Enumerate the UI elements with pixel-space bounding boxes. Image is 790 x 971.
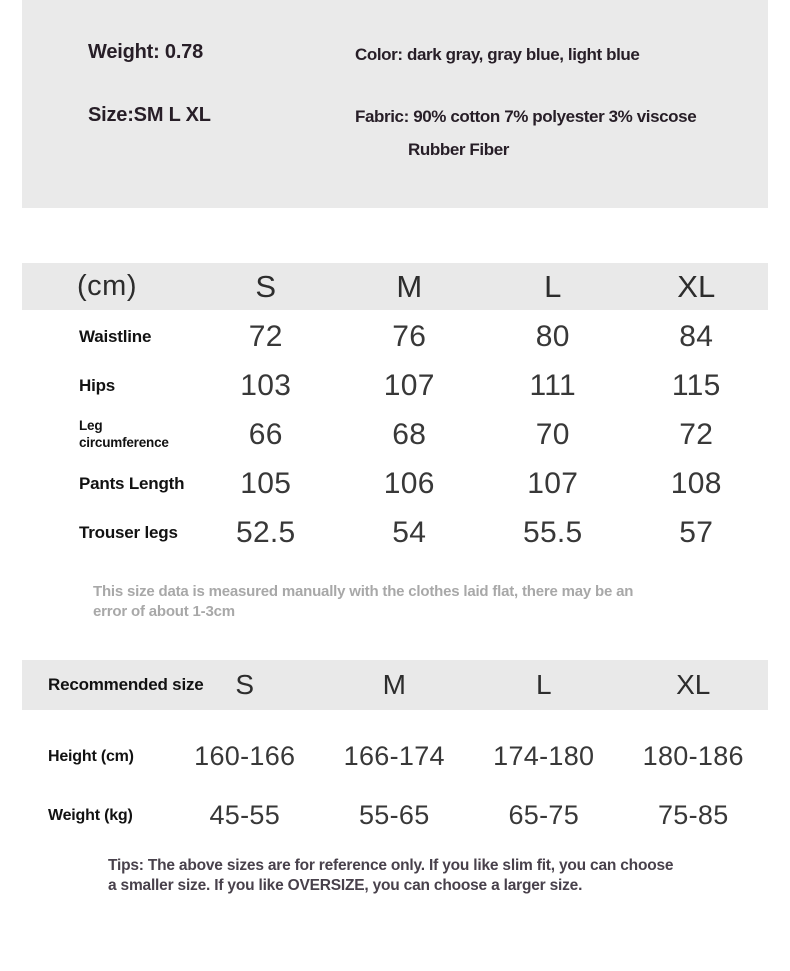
table-cell: 55.5: [522, 515, 583, 549]
size-table-body: [22, 312, 768, 557]
table-cell: 103: [240, 368, 292, 402]
size-column-header-xl: XL: [677, 268, 716, 304]
table-cell: 80: [535, 319, 570, 353]
table-cell: 160-166: [194, 741, 296, 771]
table-row: [22, 786, 768, 845]
table-row: [22, 727, 768, 786]
size-column-header-m: M: [396, 268, 423, 304]
recommended-column-header-m: M: [382, 669, 406, 700]
product-fabric: Fabric: 90% cotton 7% polyester 3% viscose: [355, 107, 697, 126]
row-label: Weight (kg): [48, 806, 133, 824]
size-column-header-l: L: [544, 268, 562, 304]
table-cell: 76: [392, 319, 427, 353]
table-cell: 55-65: [358, 800, 430, 830]
table-cell: 65-75: [508, 800, 580, 830]
size-tips: Tips: The above sizes are for reference only. If you like slim fit, you can choose a smaller size. If you like OVERSIZE, you can choose a larger size.: [108, 857, 674, 895]
table-cell: 174-180: [493, 741, 595, 771]
product-sizes: Size:SM L XL: [88, 104, 211, 126]
row-label: Height (cm): [48, 747, 134, 765]
table-cell: 57: [679, 515, 714, 549]
table-row: [22, 312, 768, 361]
table-cell: 72: [679, 417, 714, 451]
table-cell: 45-55: [209, 800, 281, 830]
table-cell: 106: [383, 466, 435, 500]
table-cell: 115: [671, 368, 721, 402]
table-cell: 84: [679, 319, 714, 353]
table-row: [22, 361, 768, 410]
table-row: [22, 459, 768, 508]
measurement-note: This size data is measured manually with the clothes laid flat, there may be an error of about 1-3cm: [93, 583, 634, 621]
table-cell: 68: [392, 417, 427, 451]
recommended-table-header: [22, 660, 768, 710]
table-cell: 180-186: [642, 741, 744, 771]
row-label: Leg circumference: [79, 418, 169, 450]
row-label: Waistline: [79, 326, 152, 346]
row-label: Pants Length: [79, 473, 185, 493]
recommended-column-header-l: L: [535, 669, 552, 700]
size-table-unit-label: (cm): [77, 270, 137, 302]
product-weight: Weight: 0.78: [88, 41, 204, 63]
table-cell: 111: [529, 368, 576, 402]
table-row: [22, 410, 768, 459]
table-cell: 108: [670, 466, 722, 500]
table-cell: 72: [248, 319, 283, 353]
size-column-header-s: S: [255, 268, 277, 304]
table-cell: 166-174: [343, 741, 445, 771]
table-row: [22, 508, 768, 557]
table-cell: 54: [392, 515, 427, 549]
table-cell: 66: [248, 417, 283, 451]
table-cell: 75-85: [657, 800, 729, 830]
size-table-header: [22, 263, 768, 310]
table-cell: 107: [383, 368, 435, 402]
row-label: Trouser legs: [79, 522, 178, 542]
recommended-table-body: [22, 727, 768, 845]
table-cell: 52.5: [235, 515, 296, 549]
table-cell: 107: [527, 466, 579, 500]
recommended-size-title: Recommended size: [48, 675, 204, 694]
product-colors: Color: dark gray, gray blue, light blue: [355, 45, 640, 64]
product-info-panel: [22, 0, 768, 208]
recommended-column-header-xl: XL: [676, 669, 711, 700]
product-fabric-extra: Rubber Fiber: [408, 140, 509, 159]
table-cell: 70: [535, 417, 570, 451]
recommended-column-header-s: S: [235, 669, 255, 700]
table-cell: 105: [240, 466, 292, 500]
row-label: Hips: [79, 375, 116, 395]
